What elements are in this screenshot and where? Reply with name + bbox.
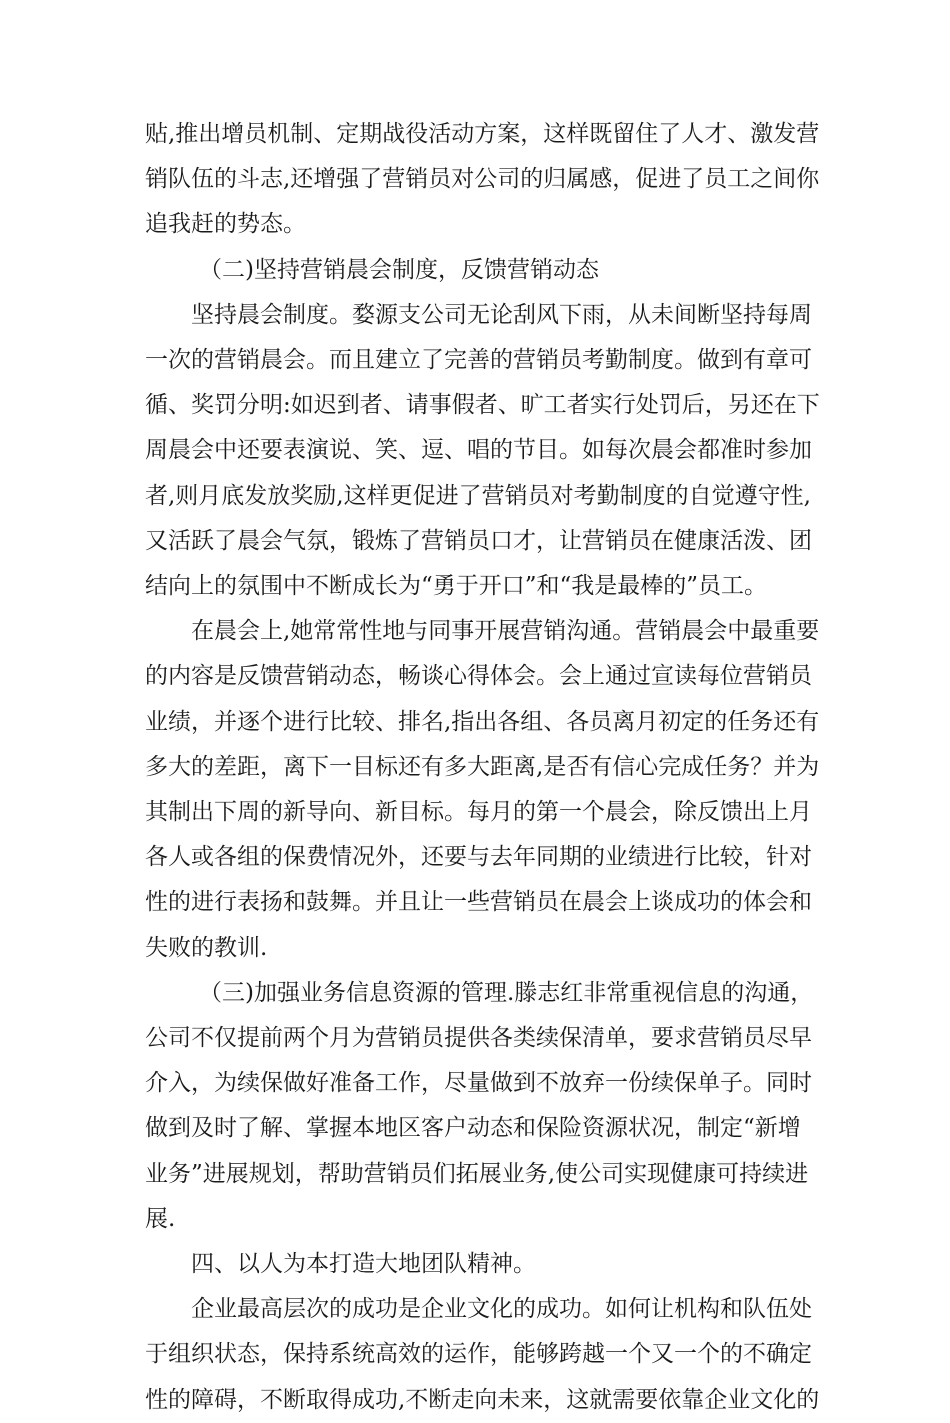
text-line: 多大的差距，离下一目标还有多大距离,是否有信心完成任务？并为	[145, 753, 820, 780]
text-line: 在晨会上,她常常性地与同事开展营销沟通。营销晨会中最重要	[191, 618, 820, 645]
section-heading-3	[145, 971, 815, 1242]
paragraph-continuation	[145, 112, 820, 248]
section-heading-2	[145, 248, 815, 293]
text-line: 销队伍的斗志,还增强了营销员对公司的归属感，促进了员工之间你	[145, 166, 820, 193]
text-line: 介入，为续保做好准备工作，尽量做到不放弃一份续保单子。同时	[145, 1070, 812, 1097]
text-line: 业务”进展规划，帮助营销员们拓展业务,使公司实现健康可持续进	[145, 1160, 809, 1187]
text-line: 循、奖罚分明:如迟到者、请事假者、旷工者实行处罚后，另还在下	[145, 392, 820, 419]
heading-line: 四、以人为本打造大地团队精神。	[191, 1251, 536, 1278]
text-line: 企业最高层次的成功是企业文化的成功。如何让机构和队伍处	[191, 1296, 812, 1323]
text-line: 展.	[145, 1205, 176, 1232]
text-line: 的内容是反馈营销动态，畅谈心得体会。会上通过宣读每位营销员	[145, 663, 812, 690]
text-line: 性的进行表扬和鼓舞。并且让一些营销员在晨会上谈成功的体会和	[145, 889, 812, 916]
text-line: 又活跃了晨会气氛，锻炼了营销员口才，让营销员在健康活泼、团	[145, 527, 812, 554]
text-line: 追我赶的势态。	[145, 211, 306, 238]
section-heading-4	[145, 1242, 815, 1287]
text-line: 贴,推出增员机制、定期战役活动方案，这样既留住了人才、激发营	[145, 121, 820, 147]
text-line: 坚持晨会制度。婺源支公司无论刮风下雨，从未间断坚持每周	[191, 301, 812, 328]
text-line: 性的障碍，不断取得成功,不断走向未来，这就需要依靠企业文化的	[145, 1386, 820, 1413]
text-line: 周晨会中还要表演说、笑、逗、唱的节目。如每次晨会都准时参加	[145, 437, 812, 464]
text-line: 失败的教训.	[145, 934, 268, 961]
text-line: 于组织状态，保持系统高效的运作，能够跨越一个又一个的不确定	[145, 1341, 812, 1368]
text-line: 做到及时了解、掌握本地区客户动态和保险资源状况，制定“新增	[145, 1115, 801, 1142]
text-line: 业绩，并逐个进行比较、排名,指出各组、各员离月初定的任务还有	[145, 708, 820, 735]
text-line: 其制出下周的新导向、新目标。每月的第一个晨会，除反馈出上月	[145, 799, 812, 826]
document-body	[145, 112, 820, 1423]
text-line: 者,则月底发放奖励,这样更促进了营销员对考勤制度的自觉遵守性,	[145, 482, 811, 509]
paragraph-communication	[145, 609, 820, 971]
text-line: 结向上的氛围中不断成长为“勇于开口”和“我是最棒的”员工。	[145, 573, 768, 600]
paragraph-morning-meeting	[145, 293, 820, 609]
text-line: 一次的营销晨会。而且建立了完善的营销员考勤制度。做到有章可	[145, 347, 812, 374]
text-line: 各人或各组的保费情况外，还要与去年同期的业绩进行比较，针对	[145, 844, 812, 871]
heading-line: （二)坚持营销晨会制度，反馈营销动态	[199, 256, 599, 283]
paragraph-corporate-culture	[145, 1287, 820, 1423]
text-line: 公司不仅提前两个月为营销员提供各类续保清单，要求营销员尽早	[145, 1025, 812, 1052]
text-line: （三)加强业务信息资源的管理.滕志红非常重视信息的沟通，	[199, 979, 814, 1006]
